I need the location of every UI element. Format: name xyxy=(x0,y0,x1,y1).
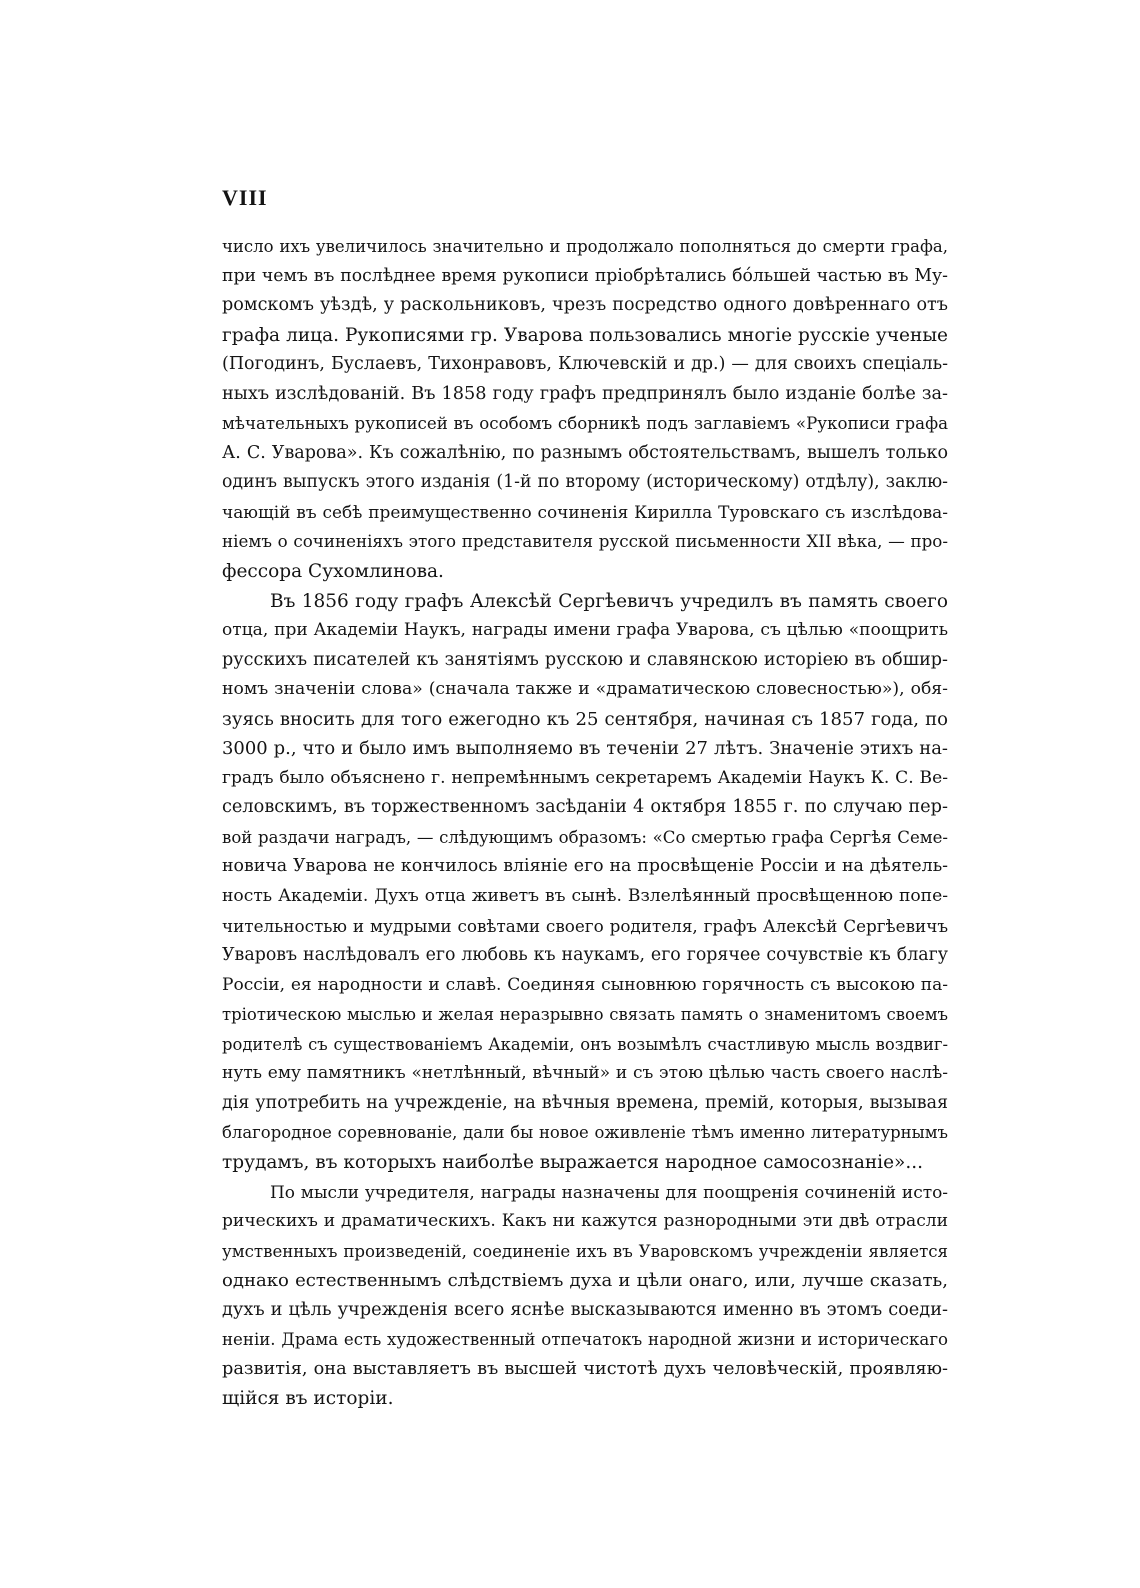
text-line: дія употребить на учрежденіе, на вѣчныя времена, премій, которыя, вызывая xyxy=(222,1092,948,1113)
text-line: чающій въ себѣ преимущественно сочиненія Кирилла Туровскаго съ изслѣдова- xyxy=(222,501,948,522)
text-line: щійся въ исторіи. xyxy=(222,1388,394,1410)
text-line: фессора Сухомлинова. xyxy=(222,561,444,583)
text-line: однако естественнымъ слѣдствіемъ духа и цѣли онаго, или, лучше сказать, xyxy=(222,1270,948,1292)
text-line: родителѣ съ существованіемъ Академіи, онъ возымѣлъ счастливую мысль воздвиг- xyxy=(222,1034,948,1054)
text-line: рическихъ и драматическихъ. Какъ ни кажутся разнородными эти двѣ отрасли xyxy=(222,1211,948,1232)
text-line: мѣчательныхъ рукописей въ особомъ сборникѣ подъ заглавіемъ «Рукописи графа xyxy=(222,414,948,434)
text-line: Въ 1856 году графъ Алексѣй Сергѣевичъ учредилъ въ память своего xyxy=(270,590,948,612)
text-line: число ихъ увеличилось значительно и продолжало пополняться до смерти графа, xyxy=(222,237,948,256)
text-line: трудамъ, въ которыхъ наиболѣе выражается народное самосознаніе»... xyxy=(222,1151,924,1173)
text-line: вой раздачи наградъ, — слѣдующимъ образомъ: «Со смертью графа Сергѣя Семе- xyxy=(222,827,948,847)
text-line: русскихъ писателей къ занятіямъ русскою и славянскою исторіею въ обшир- xyxy=(222,649,948,670)
text-line: ромскомъ уѣздѣ, у раскольниковъ, чрезъ посредство одного довѣреннаго отъ xyxy=(222,295,948,316)
text-line: А. С. Уварова». Къ сожалѣнію, по разнымъ обстоятельствамъ, вышелъ только xyxy=(222,442,948,463)
text-line: ныхъ изслѣдованій. Въ 1858 году графъ предпринялъ было изданіе болѣе за- xyxy=(222,383,948,404)
text-line: умственныхъ произведеній, соединеніе ихъ въ Уваровскомъ учрежденіи является xyxy=(222,1241,948,1261)
text-line: селовскимъ, въ торжественномъ засѣданіи 4 октября 1855 г. по случаю пер- xyxy=(222,797,948,818)
page-number: VIII xyxy=(222,185,268,210)
text-line: графа лица. Рукописями гр. Уварова пользовались многіе русскіе ученые xyxy=(222,324,948,346)
text-line: чительностью и мудрыми совѣтами своего родителя, графъ Алексѣй Сергѣевичъ xyxy=(222,915,948,936)
text-line: отца, при Академіи Наукъ, награды имени графа Уварова, съ цѣлью «поощрить xyxy=(222,620,948,641)
text-line: нуть ему памятникъ «нетлѣнный, вѣчный» и съ этою цѣлью часть своего наслѣ- xyxy=(222,1063,948,1084)
text-line: По мысли учредителя, награды назначены для поощренія сочиненій исто- xyxy=(270,1181,948,1202)
text-line: Уваровъ наслѣдовалъ его любовь къ наукамъ, его горячее сочувствіе къ благу xyxy=(222,945,948,966)
text-line: духъ и цѣль учрежденія всего яснѣе высказываются именно въ этомъ соеди- xyxy=(222,1299,948,1320)
text-line: новича Уварова не кончилось вліяніе его на просвѣщеніе Россіи и на дѣятель- xyxy=(222,856,948,877)
text-line: развитія, она выставляетъ въ высшей чистотѣ духъ человѣческій, проявляю- xyxy=(222,1358,948,1379)
text-line: Россіи, ея народности и славѣ. Соединяя сыновнюю горячность съ высокою па- xyxy=(222,974,948,995)
text-line: одинъ выпускъ этого изданія (1-й по второму (историческому) отдѣлу), заклю- xyxy=(222,472,948,493)
text-line: градъ было объяснено г. непремѣннымъ секретаремъ Академіи Наукъ К. С. Ве- xyxy=(222,767,948,788)
text-line: ніемъ о сочиненіяхъ этого представителя русской письменности XII вѣка, — про- xyxy=(222,532,948,552)
text-line: 3000 р., что и было имъ выполняемо въ теченіи 27 лѣтъ. Значеніе этихъ на- xyxy=(222,738,948,760)
body-text xyxy=(222,232,948,1414)
paragraph xyxy=(222,1178,948,1414)
text-line: при чемъ въ послѣднее время рукописи пріобрѣтались бо́льшей частью въ Му- xyxy=(222,265,948,286)
paragraph xyxy=(222,232,948,587)
paragraph xyxy=(222,587,948,1178)
text-line: тріотическою мыслью и желая неразрывно связать память о знаменитомъ своемъ xyxy=(222,1005,948,1025)
text-line: зуясь вносить для того ежегодно къ 25 сентября, начиная съ 1857 года, по xyxy=(222,708,948,730)
text-line: номъ значеніи слова» (сначала также и «драматическою словесностью»), обя- xyxy=(222,679,948,700)
text-line: неніи. Драма есть художественный отпечатокъ народной жизни и историческаго xyxy=(222,1330,948,1350)
text-line: ность Академіи. Духъ отца живетъ въ сынѣ. Взлелѣянный просвѣщенною попе- xyxy=(222,886,948,907)
text-line: благородное соревнованіе, дали бы новое оживленіе тѣмъ именно литературнымъ xyxy=(222,1123,948,1143)
text-line: (Погодинъ, Буслаевъ, Тихонравовъ, Ключевскій и др.) — для своихъ спеціаль- xyxy=(222,354,948,375)
